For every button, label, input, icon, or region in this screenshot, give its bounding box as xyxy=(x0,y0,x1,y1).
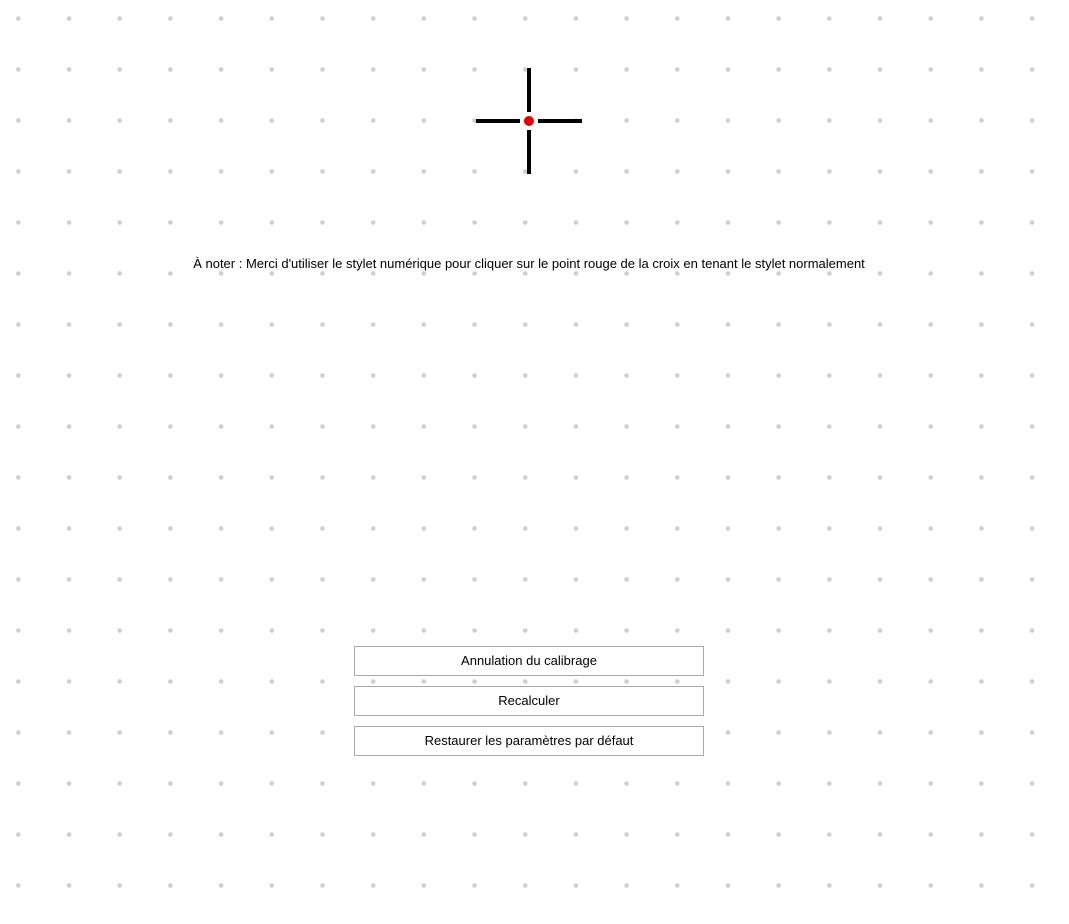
restore-defaults-button[interactable]: Restaurer les paramètres par défaut xyxy=(354,726,704,756)
crosshair-bottom-arm xyxy=(527,130,531,174)
crosshair-left-arm xyxy=(476,119,520,123)
cancel-calibration-button[interactable]: Annulation du calibrage xyxy=(354,646,704,676)
calibration-instruction: À noter : Merci d'utiliser le stylet numérique pour cliquer sur le point rouge de la croix en tenant le stylet normalement xyxy=(193,256,865,271)
crosshair-top-arm xyxy=(527,68,531,112)
crosshair-right-arm xyxy=(538,119,582,123)
recalculate-button[interactable]: Recalculer xyxy=(354,686,704,716)
calibration-target-dot[interactable] xyxy=(524,116,534,126)
calibration-actions xyxy=(354,646,704,766)
crosshair-icon[interactable] xyxy=(476,68,582,174)
